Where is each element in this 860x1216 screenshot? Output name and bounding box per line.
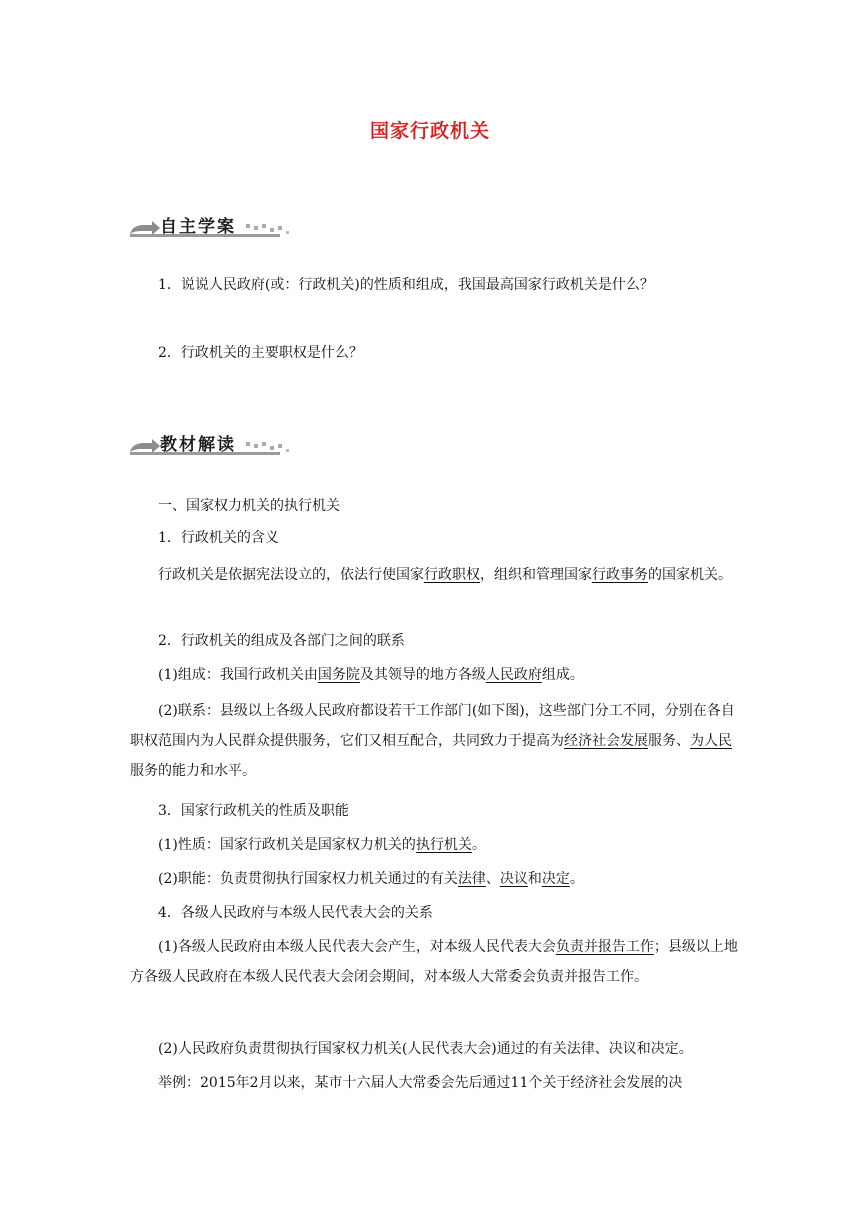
heading-1-2: 2．行政机关的组成及各部门之间的联系: [158, 633, 405, 649]
heading-1-4: 4．各级人民政府与本级人民代表大会的关系: [158, 905, 433, 921]
key-term: 负责并报告工作: [555, 939, 654, 955]
paragraph-relationship-1: (1)各级人民政府由本级人民代表大会产生，对本级人民代表大会负责并报告工作；县级以上地方各级人民政府在本级人民代表大会闭会期间，对本级人大常委会负责并报告工作。: [130, 939, 738, 985]
key-term: 决定: [541, 871, 570, 887]
key-term: 行政事务: [592, 567, 648, 583]
key-term: 经济社会发展: [564, 733, 648, 749]
paragraph-nature: (1)性质：国家行政机关是国家权力机关的执行机关。: [158, 837, 486, 853]
section-banner-self-study: [128, 214, 298, 240]
key-term: 国务院: [317, 667, 360, 683]
paragraph-relation: (2)联系：县级以上各级人民政府都设若干工作部门(如下图)，这些部门分工不同，分别在各自职权范围内为人民群众提供服务，它们又相互配合，共同致力于提高为经济社会发展服务、为人民服务的能力和水平。: [130, 703, 735, 779]
paragraph-definition: 行政机关是依据宪法设立的，依法行使国家行政职权，组织和管理国家行政事务的国家机关。: [158, 567, 732, 583]
page-title: 国家行政机关: [369, 120, 490, 142]
section-title: 教材解读: [160, 435, 236, 455]
section-title: 自主学案: [160, 217, 236, 237]
key-term: 为人民: [690, 733, 732, 749]
key-term: 法律: [457, 871, 486, 887]
question-2: 2．行政机关的主要职权是什么？: [158, 345, 363, 361]
paragraph-function: (2)职能：负责贯彻执行国家权力机关通过的有关法律、决议和决定。: [158, 871, 584, 887]
heading-1-3: 3．国家行政机关的性质及职能: [158, 803, 349, 819]
key-term: 行政职权: [424, 567, 480, 583]
heading-1-1: 1．行政机关的含义: [158, 530, 279, 546]
key-term: 人民政府: [485, 667, 542, 683]
key-term: 执行机关: [415, 837, 472, 853]
question-1: 1．说说人民政府(或：行政机关)的性质和组成，我国最高国家行政机关是什么？: [158, 277, 654, 293]
key-term: 决议: [499, 871, 528, 887]
section-banner-textbook: [128, 432, 298, 458]
paragraph-composition: (1)组成：我国行政机关由国务院及其领导的地方各级人民政府组成。: [158, 667, 584, 683]
paragraph-example: 举例：2015年2月以来，某市十六届人大常委会先后通过11个关于经济社会发展的决: [158, 1075, 683, 1091]
paragraph-relationship-2: (2)人民政府负责贯彻执行国家权力机关(人民代表大会)通过的有关法律、决议和决定。: [158, 1041, 693, 1057]
heading-1: 一、国家权力机关的执行机关: [158, 498, 340, 514]
